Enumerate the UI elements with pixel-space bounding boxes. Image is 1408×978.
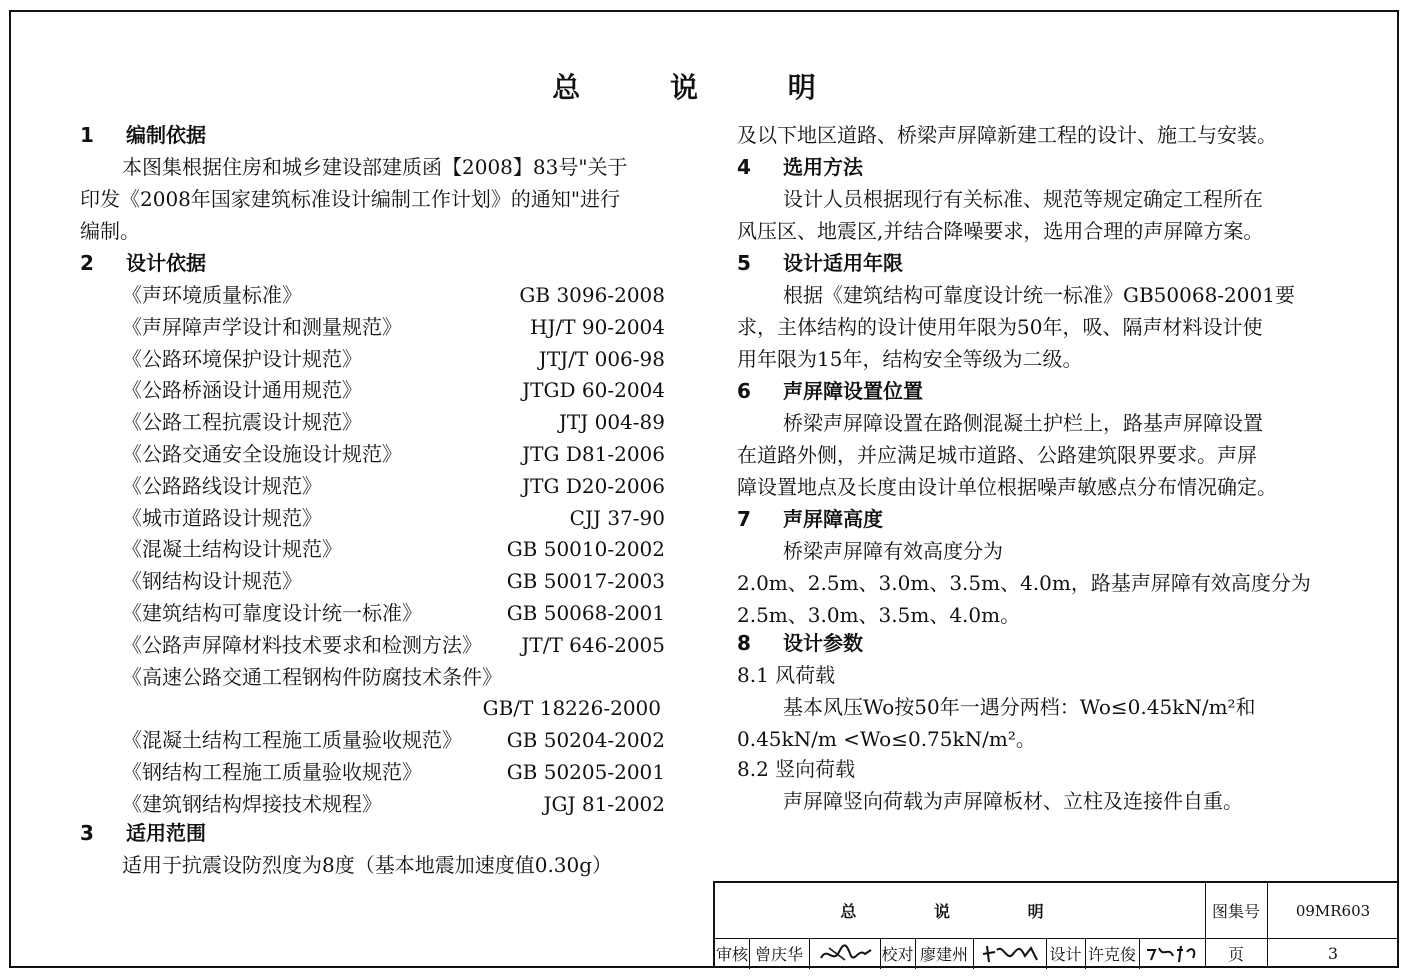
section-4-heading: 4 选用方法 <box>737 155 863 179</box>
reference-row <box>80 440 665 468</box>
section-1-text-line: 编制。 <box>80 219 140 243</box>
atlas-number: 09MR603 <box>1295 901 1371 920</box>
reference-code: JTJ 004-89 <box>558 410 665 435</box>
reviewer-name: 曾庆华 <box>754 945 803 964</box>
section-3-text: 适用于抗震设防烈度为8度（基本地震加速度值0.30g） <box>122 853 613 877</box>
section-7-text-line: 桥梁声屏障有效高度分为 <box>783 539 1003 563</box>
atlas-number-label: 图集号 <box>1211 902 1260 921</box>
section-1-text-line: 本图集根据住房和城乡建设部建质函【2008】83号"关于 <box>122 155 628 179</box>
section-7-heading: 7 声屏障高度 <box>737 507 883 531</box>
reference-code: JTJ/T 006-98 <box>538 346 665 371</box>
reference-code: HJ/T 90-2004 <box>530 314 665 339</box>
section-5-text-line: 求，主体结构的设计使用年限为50年，吸、隔声材料设计使 <box>737 315 1263 339</box>
section-8-1-heading: 8.1 风荷载 <box>737 663 836 687</box>
section-5-text-line: 用年限为15年，结构安全等级为二级。 <box>737 347 1083 371</box>
reference-title: 《声环境质量标准》 <box>122 283 302 307</box>
reference-row <box>80 313 665 341</box>
designer-signature <box>1139 939 1205 968</box>
reviewer-signature <box>809 939 880 968</box>
section-8-2-text: 声屏障竖向荷载为声屏障板材、立柱及连接件自重。 <box>783 789 1243 813</box>
reference-row <box>80 631 665 659</box>
section-2-heading: 2 设计依据 <box>80 251 206 275</box>
reference-row <box>80 535 665 563</box>
reference-code: GB 50017-2003 <box>506 569 665 594</box>
page-number: 3 <box>1327 944 1339 963</box>
section-3-heading: 3 适用范围 <box>80 821 206 845</box>
reference-code: GB 3096-2008 <box>519 283 665 307</box>
reference-title: 《混凝土结构工程施工质量验收规范》 <box>122 728 462 753</box>
title-block <box>713 881 1399 968</box>
section-7-text-line: 2.0m、2.5m、3.0m、3.5m、4.0m，路基声屏障有效高度分为 <box>737 571 1311 595</box>
check-label: 校对 <box>881 945 914 964</box>
reference-code: JTGD 60-2004 <box>522 378 665 403</box>
right-column <box>737 0 1337 900</box>
reference-title: 《钢结构设计规范》 <box>122 569 302 594</box>
reference-code: JTG D20-2006 <box>522 473 665 498</box>
reference-row <box>80 663 665 691</box>
section-8-2-heading: 8.2 竖向荷载 <box>737 757 856 781</box>
reference-title: 《混凝土结构设计规范》 <box>122 537 342 562</box>
reference-row <box>80 790 665 818</box>
designer-name: 许克俊 <box>1087 945 1136 964</box>
section-5-text-line: 根据《建筑结构可靠度设计统一标准》GB50068-2001要 <box>783 283 1295 307</box>
reference-title: 《建筑结构可靠度设计统一标准》 <box>122 601 422 625</box>
section-6-text-line: 桥梁声屏障设置在路侧混凝土护栏上，路基声屏障设置 <box>783 411 1263 435</box>
checker-name: 廖建州 <box>919 945 968 964</box>
section-8-1-text-line: 基本风压Wo按50年一遇分两档：Wo≤0.45kN/m²和 <box>783 695 1256 719</box>
reference-row <box>80 694 665 722</box>
reference-row <box>80 726 665 754</box>
section-1-heading: 1 编制依据 <box>80 123 206 147</box>
section-8-heading: 8 设计参数 <box>737 631 863 655</box>
reference-row <box>80 408 665 436</box>
reference-title: 《高速公路交通工程钢构件防腐技术条件》 <box>122 664 502 689</box>
reference-title: 《公路环境保护设计规范》 <box>122 346 362 371</box>
reference-code: JGJ 81-2002 <box>543 791 665 816</box>
reference-title: 《公路工程抗震设计规范》 <box>122 410 362 435</box>
reference-row <box>80 504 665 532</box>
reference-code: GB 50010-2002 <box>506 537 665 562</box>
section-4-text-line: 设计人员根据现行有关标准、规范等规定确定工程所在 <box>783 187 1263 211</box>
reference-row <box>80 472 665 500</box>
page-label: 页 <box>1227 945 1244 964</box>
reference-row <box>80 281 665 309</box>
section-6-text-line: 在道路外侧，并应满足城市道路、公路建筑限界要求。声屏 <box>737 443 1257 467</box>
reference-row <box>80 758 665 786</box>
reference-title: 《公路桥涵设计通用规范》 <box>122 378 362 403</box>
reference-code: JTG D81-2006 <box>522 442 665 466</box>
section-7-text-line: 2.5m、3.0m、3.5m、4.0m。 <box>737 603 1021 627</box>
reference-title: 《建筑钢结构焊接技术规程》 <box>122 791 382 816</box>
reference-title: 《公路声屏障材料技术要求和检测方法》 <box>122 632 482 657</box>
reference-title: 《公路交通安全设施设计规范》 <box>122 442 402 466</box>
section-8-1-text-line: 0.45kN/m <Wo≤0.75kN/m²。 <box>737 727 1036 751</box>
section-4-text-line: 风压区、地震区,并结合降噪要求，选用合理的声屏障方案。 <box>737 219 1264 243</box>
page-title: 总 说 明 <box>552 71 856 104</box>
reference-code: CJJ 37-90 <box>569 505 665 530</box>
reference-row <box>80 345 665 373</box>
reference-title: 《钢结构工程施工质量验收规范》 <box>122 760 422 784</box>
section-6-text-line: 障设置地点及长度由设计单位根据噪声敏感点分布情况确定。 <box>737 475 1277 499</box>
checker-signature <box>973 939 1046 968</box>
reference-row <box>80 567 665 595</box>
section-5-heading: 5 设计适用年限 <box>737 251 903 275</box>
reference-code: JT/T 646-2005 <box>521 632 665 657</box>
section-3-continued: 及以下地区道路、桥梁声屏障新建工程的设计、施工与安装。 <box>737 123 1277 147</box>
left-column <box>80 0 665 900</box>
section-6-heading: 6 声屏障设置位置 <box>737 379 923 403</box>
section-1-text-line: 印发《2008年国家建筑标准设计编制工作计划》的通知"进行 <box>80 187 621 211</box>
reference-row <box>80 599 665 627</box>
reference-title: 《城市道路设计规范》 <box>122 505 322 530</box>
reference-code: GB 50068-2001 <box>506 601 665 625</box>
title-block-title: 总 说 明 <box>840 902 1080 921</box>
design-label: 设计 <box>1049 945 1082 964</box>
review-label: 审核 <box>715 945 748 964</box>
reference-title: 《公路路线设计规范》 <box>122 473 322 498</box>
reference-code: GB 50205-2001 <box>506 760 665 784</box>
reference-code: GB 50204-2002 <box>506 728 665 753</box>
reference-title: 《声屏障声学设计和测量规范》 <box>122 314 402 339</box>
reference-code: GB/T 18226-2000 <box>482 696 661 721</box>
reference-row <box>80 376 665 404</box>
